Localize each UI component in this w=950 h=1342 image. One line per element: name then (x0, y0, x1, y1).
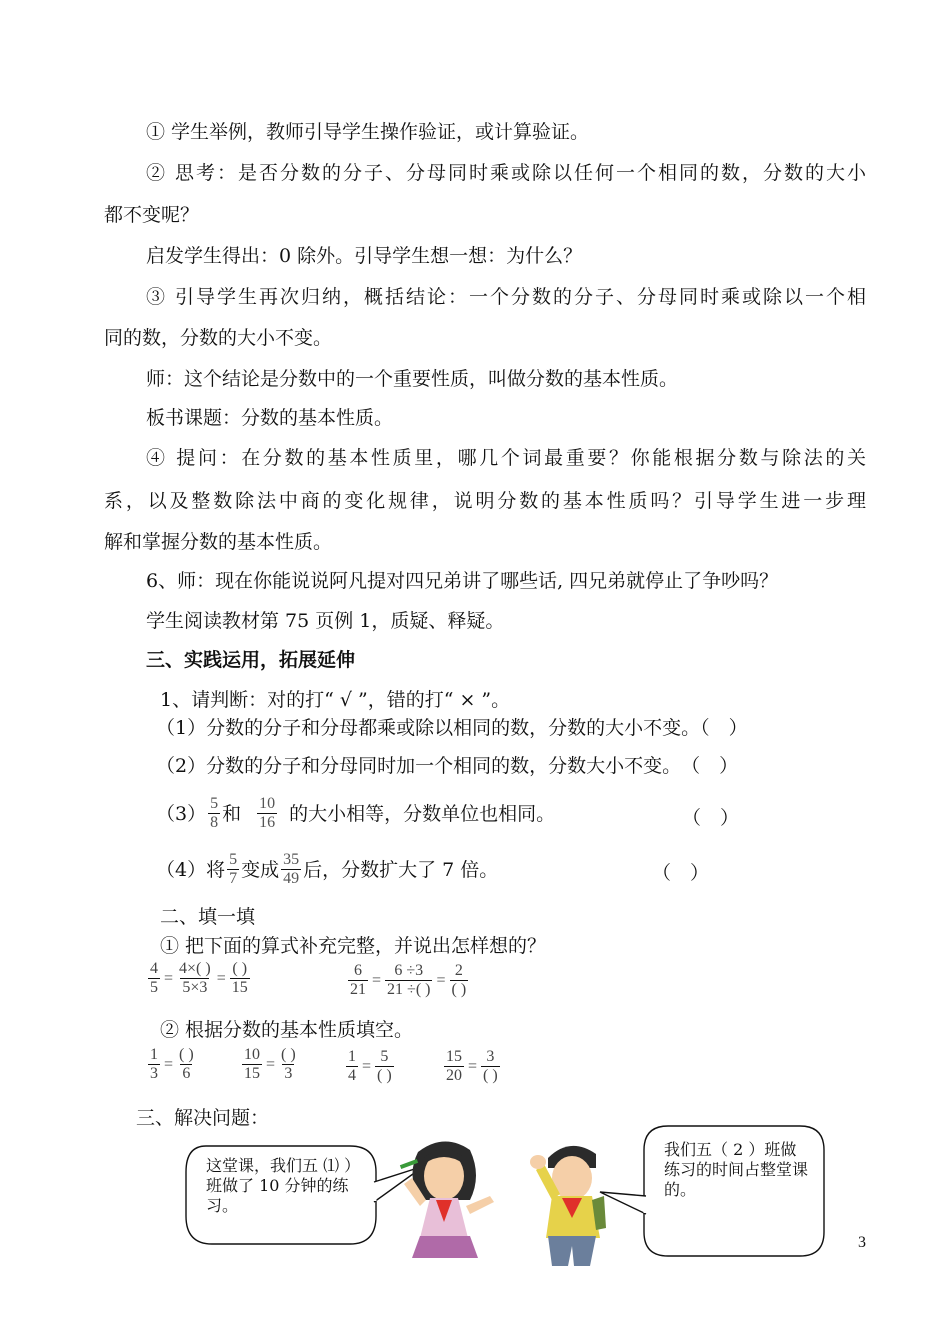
q4-prefix: （4）将 (156, 858, 226, 881)
fraction-5-8: $\frac{5}{8}$ (210, 795, 219, 831)
fraction: $\frac{1}{3}$ (150, 1046, 158, 1082)
fraction-35-49: $\frac{35}{49}$ (283, 851, 300, 887)
fraction: $\frac{6}{21}$ (350, 962, 366, 998)
paragraph-6: 板书课题：分数的基本性质。 (146, 407, 394, 429)
fraction: $\frac{( )}{15}$ (231, 960, 248, 996)
fill-instruction-1: ① 把下面的算式补充完整，并说出怎样想的？ (160, 935, 547, 957)
q4-answer-paren: （ ） (652, 862, 710, 884)
fraction: $\frac{5}{( )}$ (377, 1048, 392, 1084)
paragraph-2-line-1: ② 思考：是否分数的分子、分母同时乘或除以任何一个相同的数，分数的大小 (146, 162, 866, 184)
fill-instruction-2: ② 根据分数的基本性质填空。 (160, 1019, 414, 1041)
fraction: $\frac{( )}{3}$ (281, 1046, 296, 1082)
fraction: $\frac{3}{( )}$ (483, 1048, 498, 1084)
fraction: $\frac{4\times( )}{5\times 3}$ (179, 960, 211, 996)
fraction: $\frac{1}{4}$ (348, 1048, 356, 1084)
fraction: $\frac{6 \div 3}{21 \div( )}$ (387, 962, 431, 998)
fill-equation-2: $\frac{10}{15}$ = $\frac{( )}{3}$ (244, 1046, 296, 1082)
q3-and: 和 (222, 802, 242, 825)
fraction-5-7: $\frac{5}{7}$ (229, 851, 238, 887)
equation-1: $\frac{4}{5}$ = $\frac{4\times( )}{5\times 3}$ = $\frac{( )}{15}$ (150, 960, 248, 996)
fraction: $\frac{( )}{6}$ (179, 1046, 194, 1082)
left-bubble-text: 这堂课，我们五 ⑴ ）班做了 10 分钟的练习。 (206, 1156, 353, 1215)
question-2: （2）分数的分子和分母同时加一个相同的数，分数大小不变。 （ ） (156, 755, 739, 777)
paragraph-4-line-1: ③ 引导学生再次归纳，概括结论：一个分数的分子、分母同时乘或除以一个相 (146, 286, 866, 308)
paragraph-2-line-2: 都不变呢？ (104, 204, 200, 226)
judge-title: 1、请判断：对的打“ √ ”，错的打“ × ”。 (160, 689, 511, 711)
paragraph-7-line-3: 解和掌握分数的基本性质。 (104, 531, 333, 553)
q3-answer-paren: （ ） (682, 807, 740, 829)
paragraph-1: ① 学生举例，教师引导学生操作验证，或计算验证。 (146, 121, 590, 143)
fill-equation-4: $\frac{15}{20}$ = $\frac{3}{( )}$ (446, 1048, 498, 1084)
fraction: $\frac{4}{5}$ (150, 960, 158, 996)
paragraph-5: 师：这个结论是分数中的一个重要性质，叫做分数的基本性质。 (146, 368, 679, 390)
paragraph-7-line-1: ④ 提问：在分数的基本性质里，哪几个词最重要？你能根据分数与除法的关 (146, 447, 866, 469)
question-1: （1）分数的分子和分母都乘或除以相同的数，分数的大小不变。（ ） (156, 717, 748, 739)
right-bubble-text: 我们五（ 2 ）班做练习的时间占整堂课的。 (664, 1140, 809, 1199)
fraction: $\frac{10}{15}$ (244, 1046, 260, 1082)
boy-student-figure (530, 1146, 606, 1266)
section-heading: 三、实践运用，拓展延伸 (146, 649, 356, 671)
equation-2: $\frac{6}{21}$ = $\frac{6 \div 3}{21 \div( )}$ = $\frac{2}{( )}$ (350, 962, 467, 998)
paragraph-9: 学生阅读教材第 75 页例 1，质疑、释疑。 (146, 610, 505, 632)
fill-equation-3: $\frac{1}{4}$ = $\frac{5}{( )}$ (348, 1048, 392, 1084)
paragraph-8: 6、师：现在你能说说阿凡提对四兄弟讲了哪些话, 四兄弟就停止了争吵吗？ (146, 570, 779, 592)
q3-suffix: 的大小相等，分数单位也相同。 (289, 802, 556, 825)
fraction-10-16: $\frac{10}{16}$ (259, 795, 276, 831)
q4-suffix: 后，分数扩大了 7 倍。 (303, 858, 499, 881)
paragraph-4-line-2: 同的数，分数的大小不变。 (104, 327, 333, 349)
page-number: 3 (858, 1234, 866, 1251)
q4-mid: 变成 (241, 858, 280, 881)
right-bubble-tail (600, 1192, 646, 1214)
q3-prefix: （3） (156, 802, 207, 825)
fill-equation-1: $\frac{1}{3}$ = $\frac{( )}{6}$ (150, 1046, 194, 1082)
paragraph-3: 启发学生得出：0 除外。引导学生想一想：为什么？ (146, 245, 583, 267)
girl-student-figure (400, 1141, 494, 1258)
paragraph-7-line-2: 系，以及整数除法中商的变化规律，说明分数的基本性质吗？引导学生进一步理 (104, 490, 866, 512)
fill-title: 二、填一填 (160, 906, 256, 928)
fraction: $\frac{15}{20}$ (446, 1048, 462, 1084)
solve-title: 三、解决问题： (136, 1107, 270, 1129)
fraction: $\frac{2}{( )}$ (451, 962, 467, 998)
